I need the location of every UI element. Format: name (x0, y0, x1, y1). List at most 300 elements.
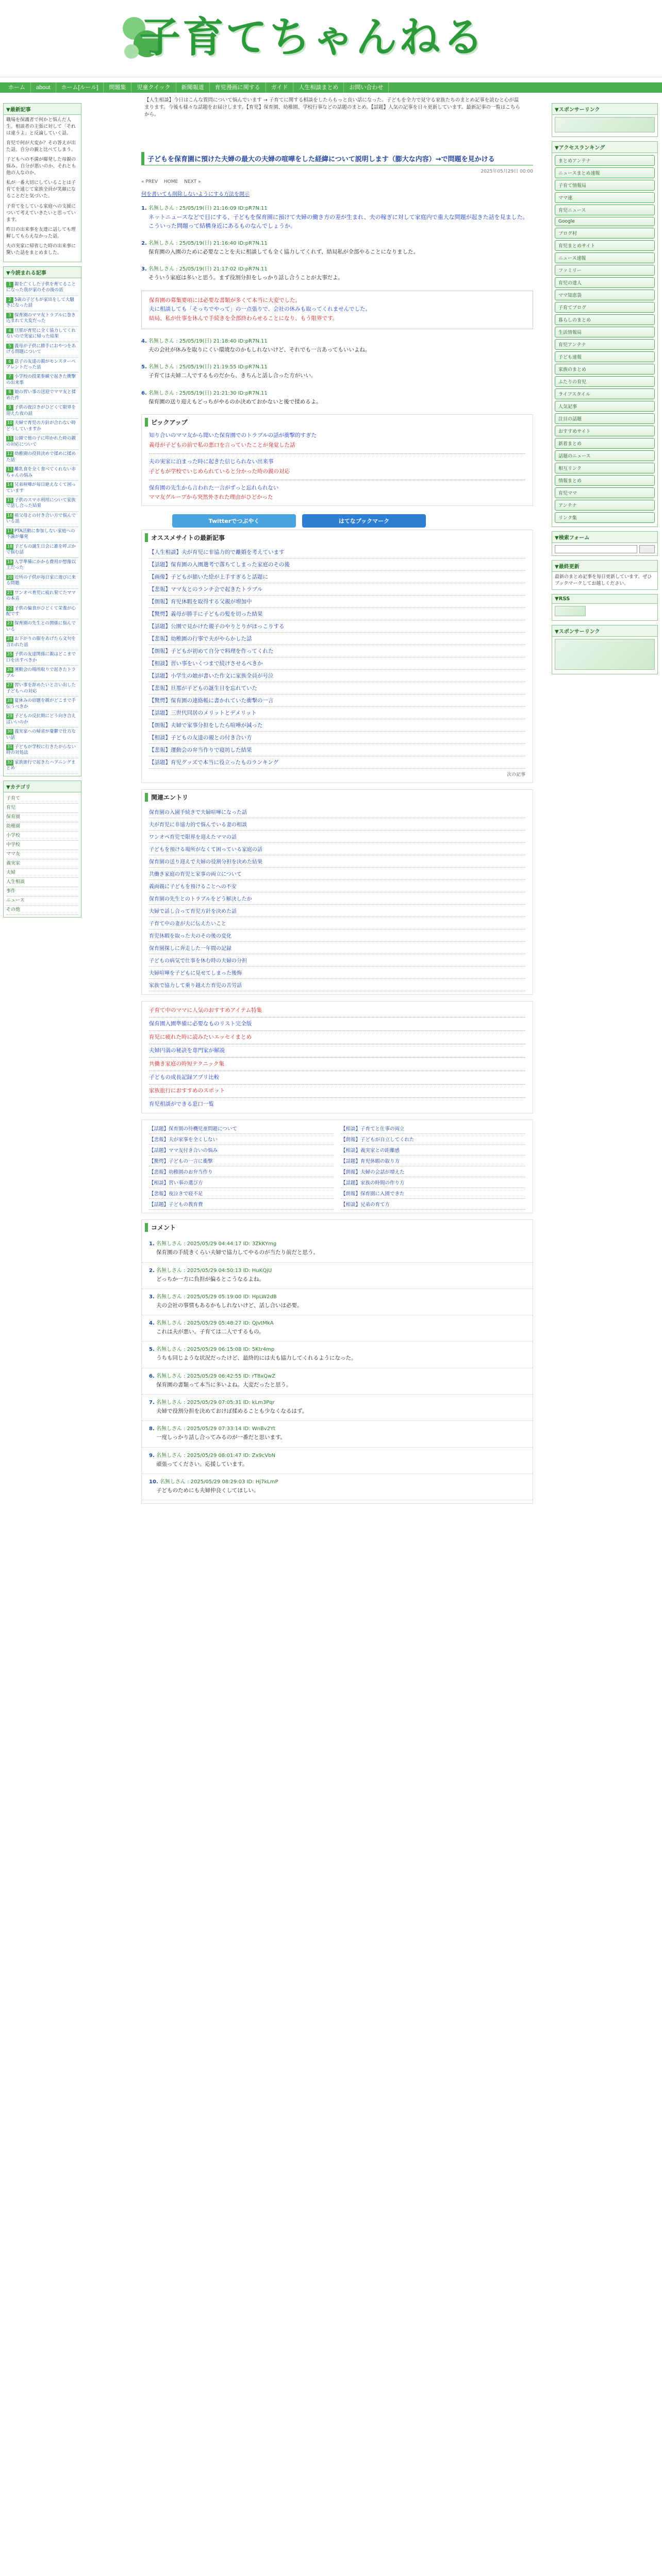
recommended-link[interactable]: 【画像】子どもが描いた絵が上手すぎると話題に (149, 571, 525, 583)
comment-body: うちも同じような状況だったけど、最終的には夫も協力してくれるようになった。 (156, 1355, 357, 1362)
response (141, 388, 533, 406)
site-title[interactable]: 子育てちゃんねる (139, 13, 486, 61)
ranking-link[interactable]: 相互リンク (555, 463, 655, 473)
comment-number[interactable]: 8. (149, 1426, 155, 1432)
category-box-title: ▼カテゴリ (4, 781, 81, 792)
popular-item[interactable] (6, 296, 78, 311)
ad-divider (149, 1030, 525, 1031)
search-input[interactable] (555, 545, 637, 553)
category-item[interactable]: 中学校 (6, 841, 78, 850)
recommended-link[interactable]: 【悲報】ママ友とのランチ会で起きたトラブル (149, 583, 525, 596)
sponsor-box-2 (552, 625, 658, 674)
popular-rank: 12 (7, 451, 13, 456)
comment (142, 1342, 533, 1368)
ranking-link[interactable]: 注目の話題 (555, 413, 655, 424)
latest-item[interactable]: 職場を保護者で何かと悩んだ人生。相談者の主張に対して「それは違うよ」と反論していく話。 (6, 117, 76, 137)
comment-body: どっちか一方に負担が偏るとこうなるよね。 (156, 1276, 264, 1282)
popular-item-label[interactable]: 子供の友達関係に親はどこまで口を出すべきか (6, 652, 76, 663)
popular-item-label[interactable]: 子どもの反抗期にどう向き合えばいいのか (6, 714, 76, 725)
ranking-link[interactable]: 生活情報局 (555, 327, 655, 337)
popular-item[interactable] (6, 712, 78, 727)
category-item[interactable]: 人生相談 (6, 878, 78, 887)
recommended-link[interactable]: 【話題】公園で見かけた親子のやりとりがほっこりする (149, 620, 525, 633)
popular-item[interactable] (6, 543, 78, 558)
popular-item[interactable] (6, 403, 78, 419)
recommended-link[interactable]: 【悲報】運動会の弁当作りで寝坊した結果 (149, 744, 525, 756)
sponsor-banner-2[interactable] (555, 639, 655, 670)
popular-item[interactable] (6, 604, 78, 620)
popular-item[interactable] (6, 496, 78, 512)
latest-item[interactable]: 私が一番大切にしていることは子育てを通じて家族全員が笑顔になることだと気づいた。 (6, 180, 76, 199)
popular-item-label[interactable]: 子供のスマホ利用について家族で話し合った結果 (6, 497, 76, 509)
comment (142, 1289, 533, 1315)
grid-link[interactable]: 【驚愕】子どもの一言に衝撃 (149, 1156, 334, 1166)
pickup-box (141, 414, 533, 506)
recommended-link[interactable]: 【朗報】夫婦で家事分担をしたら喧嘩が減った (149, 719, 525, 732)
nav-item[interactable]: 育児漫画に関する (210, 82, 266, 93)
ranking-link[interactable]: ふたりの育児 (555, 376, 655, 387)
link-grid (141, 1120, 533, 1213)
comment-header (149, 1477, 525, 1485)
response-header (141, 264, 533, 272)
category-item[interactable]: 保育園 (6, 813, 78, 822)
updated-box-title: ▼最終更新 (552, 561, 657, 572)
popular-item-label[interactable]: 公園で他の子に叩かれた時の親の対応について (6, 436, 76, 447)
comment-header (149, 1239, 525, 1247)
twitter-share-button[interactable]: Twitterでつぶやく (172, 514, 296, 528)
right-sidebar (552, 103, 658, 679)
nav-item[interactable]: ホーム[ルール] (56, 82, 104, 93)
popular-rank: 16 (7, 513, 13, 518)
popular-item[interactable] (6, 619, 78, 635)
grid-link[interactable]: 【相談】子育てと仕事の両立 (341, 1123, 525, 1134)
response-header (141, 388, 533, 396)
popular-rank: 1 (6, 282, 13, 287)
comment-header-text: 名無しさん : 2025/05/29 08:01:47 ID: Zx9cVbN (154, 1452, 276, 1459)
ranking-link[interactable]: 話題のニュース (555, 450, 655, 461)
nav-item[interactable]: お問い合わせ (344, 82, 389, 93)
ranking-link[interactable]: 暮らしのまとめ (555, 314, 655, 325)
popular-item-label[interactable]: 保育園の先生との関係に悩んでいる (6, 621, 76, 632)
related-link[interactable]: 家族で協力して乗り越えた育児の苦労話 (149, 979, 525, 991)
related-link[interactable]: 子どもを預ける場所がなくて困っている家庭の話 (149, 843, 525, 855)
popular-rank: 6 (6, 359, 13, 365)
comment-number[interactable]: 2. (149, 1267, 155, 1274)
ranking-link[interactable]: 育児アンテナ (555, 339, 655, 350)
popular-item[interactable] (6, 434, 78, 450)
ad-link[interactable]: 共働き家庭の時短テクニック集 (149, 1060, 224, 1067)
related-link[interactable]: 子育て中の妻が夫に伝えたいこと (149, 917, 525, 929)
related-link[interactable]: 保育園の入園手続きで夫婦喧嘩になった話 (149, 806, 525, 818)
recommended-link[interactable]: 【悲報】幼稚園の行事で夫がやらかした話 (149, 633, 525, 645)
sponsor-box-title: ▼スポンサーリンク (552, 104, 657, 115)
related-link[interactable]: ワンオペ育児で限界を迎えたママの話 (149, 831, 525, 843)
popular-item[interactable] (6, 280, 78, 296)
pickup-link[interactable]: 子どもが学校でいじめられていると分かった時の親の対応 (149, 468, 290, 474)
category-item[interactable]: 事件 (6, 887, 78, 896)
popular-item-label[interactable]: 義母が子供に勝手におやつをあげる問題について (6, 343, 76, 355)
comment-number[interactable]: 6. (149, 1373, 155, 1379)
pickup-link[interactable]: 義母が子どもの前で私の悪口を言っていたことが発覚した話 (149, 442, 295, 448)
response (141, 239, 533, 256)
popular-rank: 17 (7, 528, 13, 533)
ranking-link[interactable]: ママ速 (555, 192, 655, 203)
response-body: ネットニュースなどで目にする、子どもを保育園に預けて夫婦の働き方の差が生まれ、夫の稼ぎに対して家庭内で重大な問題が起きた話を見ました。こういった問題って結構身近にあるものなんでしょうか。 (148, 214, 528, 230)
popular-item[interactable] (6, 465, 78, 481)
ranking-link[interactable]: 育児ニュース (555, 205, 655, 215)
popular-item-label[interactable]: ワンオペ育児に疲れ果てたママの本音 (6, 590, 76, 602)
comment-body: 子どものためにも夫婦仲良くしてほしい。 (156, 1487, 259, 1494)
response-body: 保育園の入園のために必要なことを夫に相談しても全く協力してくれず、結局私が全部やることになりました。 (148, 249, 419, 256)
ranking-link[interactable]: おすすめサイト (555, 426, 655, 436)
popular-item-label[interactable]: 近所の子供が毎日家に遊びに来る問題 (6, 574, 76, 586)
popular-item-label[interactable]: 運動会の場所取りで起きたトラブル (6, 667, 76, 679)
grid-link[interactable]: 【朗報】子どもが自立してくれた (341, 1134, 525, 1145)
nav-item[interactable]: 新聞報道 (176, 82, 210, 93)
related-box (141, 789, 533, 995)
comment-header-text: 名無しさん : 2025/05/29 06:42:55 ID: rT8xQwZ (154, 1373, 276, 1379)
popular-item[interactable] (6, 650, 78, 666)
popular-item[interactable] (6, 342, 78, 358)
recommended-link[interactable]: 【驚愕】義母が勝手に子どもの髪を切った結果 (149, 608, 525, 620)
popular-item-label[interactable]: 離乳食を全く食べてくれない赤ちゃんの悩み (6, 467, 76, 478)
grid-link[interactable]: 【話題】育児休暇の取り方 (341, 1156, 525, 1166)
popular-item-label[interactable]: 幼稚園の役員決めで揉めに揉めた話 (6, 451, 76, 463)
popular-item-label[interactable]: PTA活動に参加しない家庭への不満が爆発 (6, 528, 75, 540)
recommended-link[interactable]: 【相談】習い事をいくつまで続けさせるべきか (149, 657, 525, 670)
response-number[interactable]: 1. (141, 206, 147, 211)
related-link[interactable]: 夫婦喧嘩を子どもに見せてしまった後悔 (149, 967, 525, 979)
ranking-link[interactable]: 育児ママ (555, 487, 655, 498)
updated-box-text: 最新のまとめ記事を毎日更新しています。ぜひブックマークしてお越しください。 (555, 574, 652, 587)
ranking-link[interactable]: ファミリー (555, 265, 655, 276)
main-nav (0, 82, 662, 93)
popular-item-label[interactable]: 習い事を辞めたいと言い出した子どもへの対応 (6, 683, 76, 694)
popular-item-label[interactable]: 義実家への帰省が憂鬱で仕方ない話 (6, 729, 76, 740)
ranking-link[interactable]: 人気記事 (555, 401, 655, 412)
ranking-link[interactable]: リンク集 (555, 512, 655, 523)
popular-item[interactable] (6, 558, 78, 573)
grid-link[interactable]: 【朗報】保育園に入園できた (341, 1188, 525, 1199)
popular-item-label[interactable]: 祖父母との付き合い方で悩んでいる話 (6, 513, 76, 524)
recommended-link[interactable]: 【朗報】子どもが初めて自分で料理を作ってくれた (149, 645, 525, 657)
grid-link[interactable]: 【話題】ママ友付き合いの悩み (149, 1145, 334, 1156)
ad-link[interactable]: 保育園入園準備に必要なものリスト完全版 (149, 1021, 252, 1027)
popular-item-label[interactable]: お下がりの服をあげたら文句を言われた話 (6, 636, 76, 648)
ad-link[interactable]: 夫婦円満の秘訣を専門家が解説 (149, 1047, 225, 1054)
related-link[interactable]: 保育園の送り迎えで夫婦の役割分担を決めた結果 (149, 855, 525, 868)
grid-link[interactable]: 【話題】子どもの教育費 (149, 1199, 334, 1210)
category-item[interactable]: ニュース (6, 896, 78, 906)
recommended-link[interactable]: 【悲報】旦那が子どもの誕生日を忘れていた (149, 682, 525, 694)
pickup-link[interactable]: ママ友グループから突然外された理由がひどかった (149, 494, 273, 501)
popular-item[interactable] (6, 358, 78, 373)
comment-number[interactable]: 1. (149, 1241, 155, 1247)
popular-item[interactable] (6, 512, 78, 527)
comment-header (149, 1451, 525, 1459)
grid-link[interactable]: 【相談】兄弟の育て方 (341, 1199, 525, 1210)
recommended-next[interactable]: 次の記事 (506, 772, 525, 778)
latest-box (3, 103, 81, 262)
popular-item[interactable] (6, 372, 78, 388)
recommended-link[interactable]: 【人生相談】夫が育児に非協力的で離婚を考えています (149, 546, 525, 558)
popular-item[interactable] (6, 311, 78, 327)
category-item[interactable]: 育児 (6, 804, 78, 813)
search-box-title: ▼検索フォーム (552, 532, 657, 543)
popular-item-label[interactable]: 子どもが学校に行きたがらない時の対処法 (6, 744, 76, 756)
latest-box-body (4, 115, 81, 262)
recommended-link[interactable]: 【朗報】育児休暇を取得する父親が増加中 (149, 596, 525, 608)
popular-item-label[interactable]: 夏休みの宿題を親がどこまで手伝うべきか (6, 698, 76, 709)
recommended-link[interactable]: 【話題】小学生の娘が書いた作文に家族全員が号泣 (149, 670, 525, 682)
popular-rank: 23 (7, 621, 13, 626)
category-item[interactable]: 義実家 (6, 859, 78, 869)
ranking-link[interactable]: 情報まとめ (555, 475, 655, 486)
popular-item-label[interactable]: 子どもの誕生日会に誰を呼ぶかで悩む話 (6, 544, 76, 555)
popular-box (3, 266, 81, 776)
grid-link[interactable]: 【朗報】夫婦の会話が増えた (341, 1166, 525, 1177)
nav-item[interactable]: 問題集 (104, 82, 131, 93)
related-link[interactable]: 夫が育児に非協力的で悩んでいる妻の相談 (149, 818, 525, 831)
response-number[interactable]: 5. (141, 364, 147, 370)
popular-rank: 13 (7, 467, 13, 472)
grid-link[interactable]: 【話題】保育園の待機児童問題について (149, 1123, 334, 1134)
popular-item-label[interactable]: 子供の偏食がひどくて栄養が心配です (6, 605, 76, 617)
recommended-title: オススメサイトの最新記事 (145, 533, 529, 542)
related-link[interactable]: 子どもの病気で仕事を休む時の夫婦の分担 (149, 954, 525, 967)
nav-item[interactable]: 人生相談まとめ (293, 82, 344, 93)
ranking-link[interactable]: 家族のまとめ (555, 364, 655, 375)
comment-header (149, 1292, 525, 1300)
latest-item[interactable]: 昨日の出来事を友達に話しても理解してもらえなかった話。 (6, 227, 76, 239)
popular-item[interactable] (6, 527, 78, 543)
ad-link[interactable]: 育児相談ができる窓口一覧 (149, 1100, 214, 1107)
ad-link[interactable]: 子育て中のママに人気のおすすめアイテム特集 (149, 1007, 262, 1014)
popular-item[interactable] (6, 743, 78, 758)
recommended-link[interactable]: 【話題】育児グッズで本当に役立ったものランキング (149, 756, 525, 769)
popular-item-label[interactable]: 5歳の子どもが家出をして大騒ぎになった話 (6, 297, 74, 309)
related-link[interactable]: 義両親に子どもを預けることへの不安 (149, 880, 525, 892)
related-link[interactable]: 保育園探しに奔走した一年間の記録 (149, 942, 525, 954)
comments-title: コメント (145, 1223, 529, 1232)
response-number[interactable]: 4. (141, 338, 147, 345)
recommended-link[interactable]: 【話題】保育園の入園選考で落ちてしまった家庭のその後 (149, 558, 525, 571)
popular-item[interactable] (6, 481, 78, 496)
popular-rank: 20 (7, 574, 13, 580)
ranking-link[interactable]: 子育て情報局 (555, 180, 655, 191)
ranking-link[interactable]: まとめアンテナ (555, 155, 655, 166)
related-list (142, 806, 533, 991)
related-link[interactable]: 共働き家庭の育児と家事の両立について (149, 868, 525, 880)
popular-item-label[interactable]: 旦那が育児に全く協力してくれないので実家に帰った結果 (6, 328, 76, 340)
popular-item-label[interactable]: 小学校の授業参観で起きた衝撃の出来事 (6, 374, 76, 385)
popular-item-label[interactable]: 兄弟喧嘩が毎日絶えなくて困っています (6, 482, 76, 494)
response-header-text: 名無しさん : 25/05/19(日) 21:16:40 ID:pR7N.11 (146, 241, 268, 247)
pickup-link[interactable]: 保育園の先生から言われた一言がずっと忘れられない (149, 484, 279, 491)
grid-link[interactable]: 【相談】義実家との距離感 (341, 1145, 525, 1156)
rss-icon[interactable] (555, 606, 586, 616)
popular-item-label[interactable]: 親を亡くした子供を育てることになった我が家のその後の話 (6, 281, 76, 293)
comment-number[interactable]: 5. (149, 1347, 155, 1353)
popular-item-label[interactable]: 子供の夜泣きがひどくて限界を迎えた夜の話 (6, 405, 76, 416)
popular-item[interactable] (6, 450, 78, 465)
pickup-link[interactable]: 知り合いのママ友から聞いた保育園でのトラブルの話が衝撃的すぎた (149, 432, 317, 438)
popular-rank: 21 (7, 590, 13, 595)
pager-link[interactable]: HOME (163, 179, 178, 184)
latest-item[interactable]: 夫の実家に帰省した時の出来事に驚いた話をまとめました。 (6, 243, 76, 256)
comment-header (149, 1266, 525, 1274)
post-title[interactable]: 子どもを保育園に預けた夫婦の最大の夫婦の喧嘩をした経緯について説明します（膨大な内容）→で問題を見かける (141, 152, 533, 165)
category-item[interactable]: 子育て (6, 794, 78, 804)
recommended-link[interactable]: 【相談】子どもの友達の親との付き合い方 (149, 732, 525, 744)
popular-rank: 31 (7, 744, 13, 749)
popular-box-title: ▼今読まれる記事 (4, 267, 81, 278)
ad-link[interactable]: 子どもの成長記録アプリ比較 (149, 1074, 220, 1080)
popular-rank: 28 (7, 698, 13, 703)
popular-list (6, 280, 78, 774)
ad-link[interactable]: 家族旅行におすすめのスポット (149, 1087, 225, 1094)
search-box (552, 531, 658, 556)
ranking-link[interactable]: ニュースまとめ速報 (555, 167, 655, 178)
response-header-text: 名無しさん : 25/05/19(日) 21:18:40 ID:pR7N.11 (146, 338, 268, 345)
quote-line: 結局、私が仕事を休んで手続きを全部終わらせることになり、もう限界です。 (149, 315, 338, 322)
comment-body: 頑張ってください。応援しています。 (156, 1461, 248, 1467)
comment-header-text: 名無しさん : 2025/05/29 04:50:13 ID: HuKQjU (154, 1267, 272, 1274)
response-header-text: 名無しさん : 25/05/19(日) 21:19:55 ID:pR7N.11 (146, 364, 268, 370)
ranking-link[interactable]: Google (555, 217, 655, 226)
comment (142, 1395, 533, 1421)
comment-header-text: 名無しさん : 2025/05/29 07:05:31 ID: kLm3Pqr (154, 1400, 275, 1406)
latest-item[interactable]: 子育てをしている家庭への支援について考えていきたいと思っています。 (6, 204, 76, 223)
nav-item[interactable]: 児童クイック (131, 82, 176, 93)
ranking-link[interactable]: ブログ村 (555, 228, 655, 239)
popular-item[interactable] (6, 573, 78, 589)
comment-header-text: 名無しさん : 2025/05/29 08:29:03 ID: Hj7kLmP (158, 1479, 278, 1485)
recommended-link[interactable]: 【話題】三世代同居のメリットとデメリット (149, 707, 525, 719)
comment-number[interactable]: 3. (149, 1294, 155, 1300)
comment (142, 1421, 533, 1447)
comment-header-text: 名無しさん : 2025/05/29 05:48:27 ID: QJvtMkA (154, 1320, 274, 1327)
ranking-link[interactable]: アンテナ (555, 500, 655, 511)
response-number[interactable]: 2. (141, 241, 147, 247)
popular-rank: 4 (6, 328, 13, 334)
popular-item[interactable] (6, 681, 78, 697)
ranking-link[interactable]: ライフスタイル (555, 388, 655, 399)
nav-item[interactable]: ガイド (266, 82, 294, 93)
popular-rank: 5 (6, 344, 13, 349)
pickup-link[interactable]: 夫の実家に泊まった時に起きた信じられない出来事 (149, 458, 274, 465)
ranking-link[interactable]: 子ども速報 (555, 351, 655, 362)
ranking-link[interactable]: 子育てブログ (555, 302, 655, 313)
comment-number[interactable]: 4. (149, 1320, 155, 1327)
grid-link[interactable]: 【悲報】夫が家事を全くしない (149, 1134, 334, 1145)
popular-item[interactable] (6, 727, 78, 743)
response-body: 夫の会社が休みを取りにくい環境なのかもしれないけど、それでも一言あってもいいよね。 (148, 347, 371, 353)
comment-number[interactable]: 10. (149, 1479, 158, 1485)
ranking-link[interactable]: ママ知恵袋 (555, 290, 655, 300)
ad-list (141, 1001, 533, 1113)
nav-item[interactable]: about (31, 82, 56, 93)
response-header (141, 239, 533, 246)
popular-item-label[interactable]: 夫婦で育児の方針が合わない時どうしていますか (6, 420, 76, 432)
popular-item[interactable] (6, 697, 78, 712)
ranking-link[interactable]: 育児まとめサイト (555, 240, 655, 251)
popular-item-label[interactable]: 家族旅行で起きたハプニングまとめ (6, 759, 76, 771)
grid-link[interactable]: 【悲報】幼稚園のお弁当作り (149, 1166, 334, 1177)
comment-body: 一度しっかり話し合ってみるのが一番だと思います。 (156, 1434, 286, 1441)
grid-link[interactable]: 【話題】家族の時間の作り方 (341, 1177, 525, 1188)
popular-item[interactable] (6, 589, 78, 604)
response (141, 362, 533, 380)
ranking-link[interactable]: 新着まとめ (555, 438, 655, 449)
ad-link[interactable]: 育児に疲れた時に読みたいエッセイまとめ (149, 1034, 252, 1041)
response-header-text: 名無しさん : 25/05/19(日) 21:21:30 ID:pR7N.11 (146, 390, 268, 396)
popular-item[interactable] (6, 419, 78, 434)
popular-item[interactable] (6, 758, 78, 774)
response-body: 保育園の送り迎えもどっちがやるのか決めておかないと後で揉めるよ。 (148, 398, 322, 405)
quote-line: 保育園の募集要項には必要な書類が多くて本当に大変でした。 (149, 297, 301, 303)
comment (142, 1236, 533, 1262)
category-item[interactable]: その他 (6, 906, 78, 915)
pickup-divider (149, 453, 525, 454)
popular-item[interactable] (6, 666, 78, 681)
responses-2 (141, 336, 533, 406)
popular-item[interactable] (6, 327, 78, 342)
recommended-link[interactable]: 【驚愕】保育園の連絡帳に書かれていた衝撃の一言 (149, 694, 525, 707)
related-link[interactable]: 保育園の先生とのトラブルをどう解決したか (149, 892, 525, 905)
pickup-title: ピックアップ (145, 418, 529, 427)
category-item[interactable]: 小学校 (6, 832, 78, 841)
latest-item[interactable]: 育児で何が大変か？その答えが出た話。自分の親と比べてしまう。 (6, 141, 76, 153)
category-item[interactable]: 夫婦 (6, 869, 78, 878)
popular-item-label[interactable]: 娘の習い事の送迎でママ友と揉めた件 (6, 389, 76, 401)
rss-box-title: ▼RSS (552, 595, 657, 604)
search-button[interactable] (639, 545, 655, 553)
popular-rank: 29 (7, 714, 13, 719)
popular-item[interactable] (6, 635, 78, 650)
related-link[interactable]: 育児休暇を取った夫のその後の変化 (149, 929, 525, 942)
category-item[interactable]: ママ友 (6, 850, 78, 859)
ranking-link[interactable]: ニュース速報 (555, 252, 655, 263)
response-number[interactable]: 3. (141, 266, 147, 273)
popular-rank: 10 (7, 420, 13, 426)
nav-item[interactable]: ホーム (3, 82, 31, 93)
site-header (0, 0, 662, 77)
left-sidebar (3, 103, 81, 922)
hatena-bookmark-button[interactable]: はてなブックマーク (302, 514, 426, 528)
comment-header (149, 1345, 525, 1352)
grid-link[interactable]: 【相談】習い事の選び方 (149, 1177, 334, 1188)
comment-number[interactable]: 7. (149, 1400, 155, 1406)
category-item[interactable]: 幼稚園 (6, 822, 78, 832)
popular-item[interactable] (6, 388, 78, 403)
ranking-link[interactable]: 育児の達人 (555, 277, 655, 288)
comment-number[interactable]: 9. (149, 1452, 155, 1459)
popular-rank: 11 (7, 436, 13, 441)
popular-item-label[interactable]: 息子の友達の親がモンスターペアレントだった話 (6, 359, 76, 370)
popular-rank: 22 (7, 605, 13, 611)
popular-item-label[interactable]: 保育園のママ友トラブルに巻き込まれて大変だった (6, 312, 76, 324)
response-number[interactable]: 6. (141, 390, 147, 396)
grid-link[interactable]: 【悲報】夜泣きで寝不足 (149, 1188, 334, 1199)
related-link[interactable]: 夫婦で話し合って育児方針を決めた話 (149, 905, 525, 917)
popular-item-label[interactable]: 入学準備にかかる費用が想像以上だった (6, 559, 76, 571)
sponsor-banner[interactable] (555, 117, 655, 132)
latest-item[interactable]: 子どもへの不満が爆発した母親の悩み。自分が悪いのか、それとも他の人なのか。 (6, 157, 76, 176)
pager-link[interactable]: NEXT » (184, 179, 201, 184)
intro-link[interactable]: 何を書いても削除しないようにする方法を開示 (141, 192, 250, 197)
pager-link[interactable]: « PREV (141, 179, 158, 184)
